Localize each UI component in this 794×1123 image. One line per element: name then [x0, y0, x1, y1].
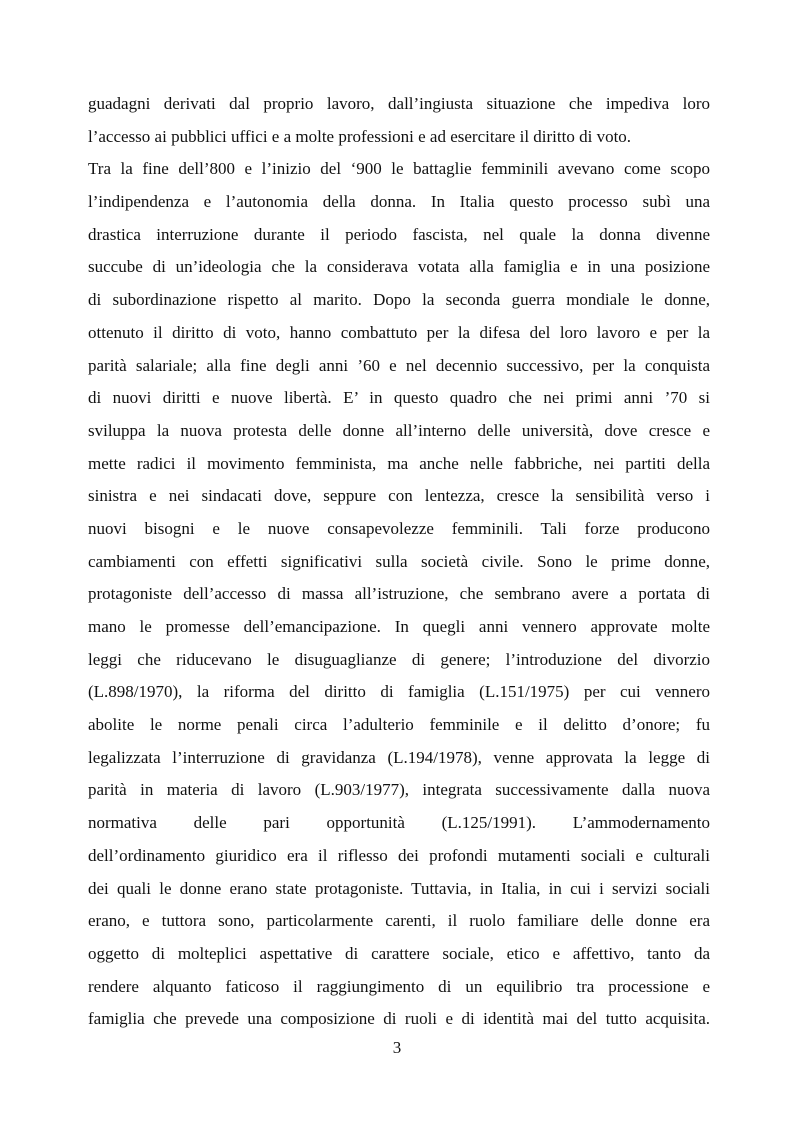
page-number: 3 [392, 1038, 402, 1057]
text-line: succube di un’ideologia che la considerava votata alla famiglia e in una posizione [88, 257, 710, 277]
text-line: di nuovi diritti e nuove libertà. E’ in questo quadro che nei primi anni ’70 si [88, 388, 710, 408]
text-line: guadagni derivati dal proprio lavoro, dall’ingiusta situazione che impediva loro [88, 94, 710, 113]
text-line: famiglia che prevede una composizione di ruoli e di identità mai del tutto acquisita. [88, 1009, 710, 1029]
text-line: sviluppa la nuova protesta delle donne all’interno delle università, dove cresce e [88, 420, 710, 440]
text-line: mano le promesse dell’emancipazione. In quegli anni vennero approvate molte [88, 617, 710, 636]
text-line: l’accesso ai pubblici uffici e a molte professioni e ad esercitare il diritto di voto. [88, 126, 632, 146]
text-line: parità in materia di lavoro (L.903/1977), integrata successivamente dalla nuova [88, 780, 710, 800]
text-line: oggetto di molteplici aspettative di carattere sociale, etico e affettivo, tanto da [88, 943, 710, 963]
text-line: erano, e tuttora sono, particolarmente carenti, il ruolo familiare delle donne era [88, 911, 710, 931]
text-line: sinistra e nei sindacati dove, seppure con lentezza, cresce la sensibilità verso i [88, 486, 710, 506]
text-line: legalizzata l’interruzione di gravidanza (L.194/1978), venne approvata la legge di [88, 747, 710, 767]
text-line: cambiamenti con effetti significativi sulla società civile. Sono le prime donne, [88, 551, 710, 571]
text-line: abolite le norme penali circa l’adulterio femminile e il delitto d’onore; fu [88, 715, 710, 735]
text-line: normativa delle pari opportunità (L.125/1991). L’ammodernamento [88, 813, 710, 833]
text-line: (L.898/1970), la riforma del diritto di famiglia (L.151/1975) per cui vennero [88, 682, 710, 702]
text-line: dei quali le donne erano state protagoniste. Tuttavia, in Italia, in cui i servizi sociali [88, 878, 710, 898]
text-line: dell’ordinamento giuridico era il riflesso dei profondi mutamenti sociali e culturali [88, 845, 710, 865]
text-line: di subordinazione rispetto al marito. Dopo la seconda guerra mondiale le donne, [88, 290, 710, 310]
text-line: drastica interruzione durante il periodo fascista, nel quale la donna divenne [88, 224, 710, 244]
text-line: Tra la fine dell’800 e l’inizio del ‘900 le battaglie femminili avevano come scopo [88, 159, 710, 179]
text-line: protagoniste dell’accesso di massa all’istruzione, che sembrano avere a portata di [88, 584, 710, 604]
text-line: ottenuto il diritto di voto, hanno combattuto per la difesa del loro lavoro e per la [88, 322, 710, 342]
document-body [88, 88, 710, 1036]
text-line: leggi che riducevano le disuguaglianze di genere; l’introduzione del divorzio [88, 649, 710, 669]
text-line: parità salariale; alla fine degli anni ’60 e nel decennio successivo, per la conquista [88, 355, 710, 375]
text-line: mette radici il movimento femminista, ma anche nelle fabbriche, nei partiti della [88, 453, 710, 473]
text-line: rendere alquanto faticoso il raggiungimento di un equilibrio tra processione e [88, 976, 710, 996]
text-line: nuovi bisogni e le nuove consapevolezze femminili. Tali forze producono [88, 518, 710, 538]
text-line: l’indipendenza e l’autonomia della donna. In Italia questo processo subì una [88, 192, 710, 212]
